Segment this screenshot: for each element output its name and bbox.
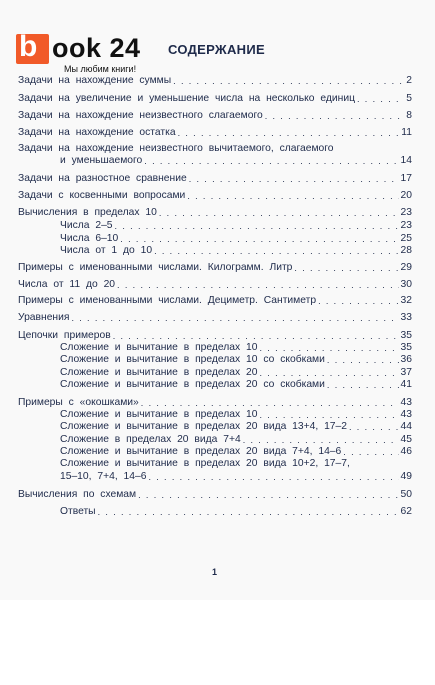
toc-entry-page: 25 bbox=[400, 233, 412, 244]
toc-entry-title: Вычисления по схемам bbox=[18, 489, 137, 500]
page-margin bbox=[0, 600, 435, 685]
toc-entry bbox=[18, 295, 412, 307]
toc-entry-title: Числа от 1 до 10 bbox=[60, 245, 153, 256]
toc-entry-page: 5 bbox=[406, 93, 412, 104]
toc-entry-page: 41 bbox=[400, 379, 412, 390]
toc-leader-dots bbox=[115, 220, 399, 232]
toc-entry-page: 44 bbox=[400, 421, 412, 432]
toc-entry-page: 49 bbox=[400, 471, 412, 482]
toc-entry-continuation: 15–10, 7+4, 14–6 bbox=[60, 471, 147, 482]
toc-leader-dots bbox=[260, 409, 399, 421]
page-title: СОДЕРЖАНИЕ bbox=[168, 42, 265, 57]
toc-entry-title: Сложение и вычитание в пределах 20 вида 13+4, 17–2 bbox=[60, 421, 347, 432]
toc-entry-title: Примеры с именованными числами. Дециметр. Сантиметр bbox=[18, 295, 317, 306]
toc-entry-page: 2 bbox=[406, 75, 412, 86]
toc-entry-title: Задачи на нахождение неизвестного вычитаемого, слагаемого bbox=[18, 143, 334, 154]
logo-slogan: Мы любим книги! bbox=[64, 64, 137, 74]
toc-subentry bbox=[60, 354, 412, 366]
toc-leader-dots bbox=[318, 295, 398, 307]
toc-entry-page: 14 bbox=[400, 155, 412, 166]
toc-subentry bbox=[60, 233, 412, 245]
page-number: 1 bbox=[212, 567, 218, 577]
toc-entry-page: 28 bbox=[400, 245, 412, 256]
toc-entry-page: 11 bbox=[401, 127, 412, 138]
toc-subentry bbox=[60, 342, 412, 354]
toc-entry-page: 23 bbox=[400, 207, 412, 218]
toc-entry-page: 50 bbox=[400, 489, 412, 500]
toc-entry-title: Сложение и вычитание в пределах 10 со скобками bbox=[60, 354, 325, 365]
toc-leader-dots bbox=[117, 279, 398, 291]
toc-entry-title: Задачи на нахождение остатка bbox=[18, 127, 176, 138]
toc-entry-page: 20 bbox=[400, 190, 412, 201]
toc-entry-title: Сложение и вычитание в пределах 10 bbox=[60, 409, 258, 420]
toc-entry-page: 17 bbox=[400, 173, 412, 184]
toc-entry-title: Числа 6–10 bbox=[60, 233, 119, 244]
toc-entry-page: 62 bbox=[400, 506, 412, 517]
toc-subentry bbox=[60, 506, 412, 518]
toc-leader-dots bbox=[349, 421, 399, 433]
toc-entry bbox=[18, 190, 412, 202]
toc-entry-page: 23 bbox=[400, 220, 412, 231]
toc-entry-title: Уравнения bbox=[18, 312, 70, 323]
toc-leader-dots bbox=[113, 330, 399, 342]
toc-leader-dots bbox=[144, 155, 398, 167]
toc-entry-title: Задачи с косвенными вопросами bbox=[18, 190, 186, 201]
toc-entry-page: 35 bbox=[400, 342, 412, 353]
toc-subentry bbox=[60, 421, 412, 433]
toc-leader-dots bbox=[178, 127, 400, 139]
toc-entry-page: 29 bbox=[400, 262, 412, 273]
toc-entry-page: 30 bbox=[400, 279, 412, 290]
toc-entry-title: Задачи на нахождение суммы bbox=[18, 75, 172, 86]
toc-entry bbox=[18, 397, 412, 409]
toc-entry-title: Примеры с «окошками» bbox=[18, 397, 139, 408]
toc-leader-dots bbox=[343, 446, 398, 458]
toc-entry bbox=[18, 110, 412, 122]
toc-entry-title: Цепочки примеров bbox=[18, 330, 111, 341]
toc-entry-title: Сложение и вычитание в пределах 10 bbox=[60, 342, 258, 353]
toc-entry-title: Числа 2–5 bbox=[60, 220, 113, 231]
toc-subentry bbox=[60, 434, 412, 446]
logo-letter: b bbox=[19, 30, 38, 63]
toc-entry bbox=[60, 155, 412, 167]
toc-entry-page: 43 bbox=[400, 397, 412, 408]
toc-subentry bbox=[60, 446, 412, 458]
toc-leader-dots bbox=[173, 75, 404, 87]
toc-leader-dots bbox=[98, 506, 399, 518]
toc-leader-dots bbox=[189, 173, 399, 185]
logo-wordmark: ook 24 bbox=[52, 33, 141, 63]
toc-leader-dots bbox=[159, 207, 399, 219]
toc-leader-dots bbox=[265, 110, 405, 122]
toc-entry bbox=[18, 93, 412, 105]
toc-leader-dots bbox=[260, 367, 399, 379]
toc-subentry bbox=[60, 367, 412, 379]
toc-entry-title: Вычисления в пределах 10 bbox=[18, 207, 157, 218]
toc-leader-dots bbox=[71, 312, 398, 324]
toc-entry bbox=[18, 330, 412, 342]
toc-leader-dots bbox=[294, 262, 398, 274]
toc-entry bbox=[18, 173, 412, 185]
toc-leader-dots bbox=[357, 93, 404, 105]
toc-subentry bbox=[60, 220, 412, 232]
toc-entry-title: Сложение и вычитание в пределах 20 вида 10+2, 17–7, bbox=[60, 458, 350, 469]
toc-leader-dots bbox=[120, 233, 398, 245]
toc-entry-title: Примеры с именованными числами. Килограмм. Литр bbox=[18, 262, 293, 273]
toc-entry-title: Ответы bbox=[60, 506, 96, 517]
toc-entry-page: 36 bbox=[400, 354, 412, 365]
toc-entry bbox=[18, 489, 412, 501]
toc-entry bbox=[18, 75, 412, 87]
toc-entry-title: Задачи на увеличение и уменьшение числа на несколько единиц bbox=[18, 93, 355, 104]
toc-leader-dots bbox=[187, 190, 398, 202]
toc-entry-page: 45 bbox=[400, 434, 412, 445]
toc-subentry bbox=[60, 409, 412, 421]
toc-entry-page: 46 bbox=[400, 446, 412, 457]
toc-entry bbox=[18, 262, 412, 274]
toc-entry-continuation: и уменьшаемого bbox=[60, 155, 143, 166]
toc-entry-title: Сложение и вычитание в пределах 20 bbox=[60, 367, 258, 378]
toc-entry-page: 33 bbox=[400, 312, 412, 323]
toc-subentry bbox=[60, 379, 412, 391]
toc-leader-dots bbox=[260, 342, 399, 354]
toc-entry-title: Сложение и вычитание в пределах 20 вида 7+4, 14–6 bbox=[60, 446, 342, 457]
toc-subentry bbox=[60, 245, 412, 257]
toc-entry-page: 43 bbox=[400, 409, 412, 420]
toc-leader-dots bbox=[141, 397, 399, 409]
toc-leader-dots bbox=[327, 379, 399, 391]
toc-entry bbox=[18, 279, 412, 291]
toc-entry-page: 32 bbox=[400, 295, 412, 306]
toc-entry-page: 35 bbox=[400, 330, 412, 341]
toc-entry bbox=[18, 207, 412, 219]
toc-subentry bbox=[60, 471, 412, 483]
toc-entry-title: Задачи на разностное сравнение bbox=[18, 173, 187, 184]
toc-leader-dots bbox=[243, 434, 399, 446]
toc-leader-dots bbox=[154, 245, 398, 257]
toc-entry-title: Сложение в пределах 20 вида 7+4 bbox=[60, 434, 241, 445]
toc-entry bbox=[18, 312, 412, 324]
toc-entry-title: Задачи на нахождение неизвестного слагаемого bbox=[18, 110, 263, 121]
toc-entry-page: 37 bbox=[400, 367, 412, 378]
toc-entry bbox=[18, 127, 412, 139]
toc-entry-title: Сложение и вычитание в пределах 20 со скобками bbox=[60, 379, 325, 390]
toc-leader-dots bbox=[138, 489, 398, 501]
toc-entry-title: Числа от 11 до 20 bbox=[18, 279, 116, 290]
logo-mark bbox=[16, 30, 49, 64]
toc-entry-page: 8 bbox=[406, 110, 412, 121]
toc-leader-dots bbox=[327, 354, 399, 366]
toc-leader-dots bbox=[148, 471, 398, 483]
